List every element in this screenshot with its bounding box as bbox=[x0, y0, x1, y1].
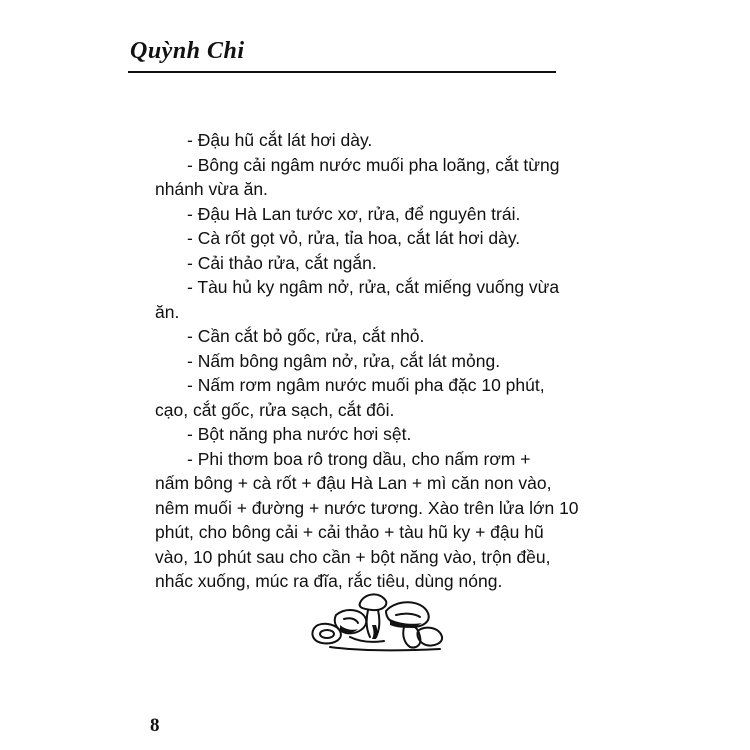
body-line: vào, 10 phút sau cho cần + bột năng vào, trộn đều, bbox=[155, 546, 551, 567]
header-author: Quỳnh Chi bbox=[130, 38, 245, 64]
body-line: - Nấm rơm ngâm nước muối pha đặc 10 phút, bbox=[187, 375, 545, 395]
body-line: - Tàu hủ ky ngâm nở, rửa, cắt miếng vuống vừa bbox=[187, 277, 560, 297]
body-line: nhấc xuống, múc ra đĩa, rắc tiêu, dùng nóng. bbox=[155, 571, 503, 591]
body-line: phút, cho bông cải + cải thảo + tàu hũ ky + đậu hũ bbox=[155, 522, 544, 542]
body-line: ăn. bbox=[155, 301, 180, 322]
body-line: nhánh vừa ăn. bbox=[155, 179, 268, 199]
body-line: nêm muối + đường + nước tương. Xào trên lửa lớn 10 bbox=[155, 497, 579, 518]
body-line: - Cải thảo rửa, cắt ngắn. bbox=[187, 252, 377, 273]
page-number: 8 bbox=[150, 715, 160, 736]
body-line: cạo, cắt gốc, rửa sạch, cắt đôi. bbox=[155, 399, 395, 420]
body-line: - Phi thơm boa rô trong dầu, cho nấm rơm + bbox=[187, 448, 531, 469]
body-line: - Bông cải ngâm nước muối pha loãng, cắt từng bbox=[187, 154, 560, 175]
body-line: - Đậu hũ cắt lát hơi dày. bbox=[187, 130, 373, 150]
body-line: nấm bông + cà rốt + đậu Hà Lan + mì căn non vào, bbox=[155, 473, 552, 493]
body-line: - Cần cắt bỏ gốc, rửa, cắt nhỏ. bbox=[187, 326, 425, 346]
header-rule bbox=[128, 71, 556, 73]
body-line: - Cà rốt gọt vỏ, rửa, tỉa hoa, cắt lát hơi dày. bbox=[187, 228, 521, 248]
mushroom-icon bbox=[300, 585, 450, 655]
body-line: - Đậu Hà Lan tước xơ, rửa, để nguyên trái. bbox=[187, 203, 521, 224]
recipe-body bbox=[155, 128, 579, 594]
body-line: - Bột năng pha nước hơi sệt. bbox=[187, 424, 412, 444]
body-line: - Nấm bông ngâm nở, rửa, cắt lát mỏng. bbox=[187, 350, 501, 371]
